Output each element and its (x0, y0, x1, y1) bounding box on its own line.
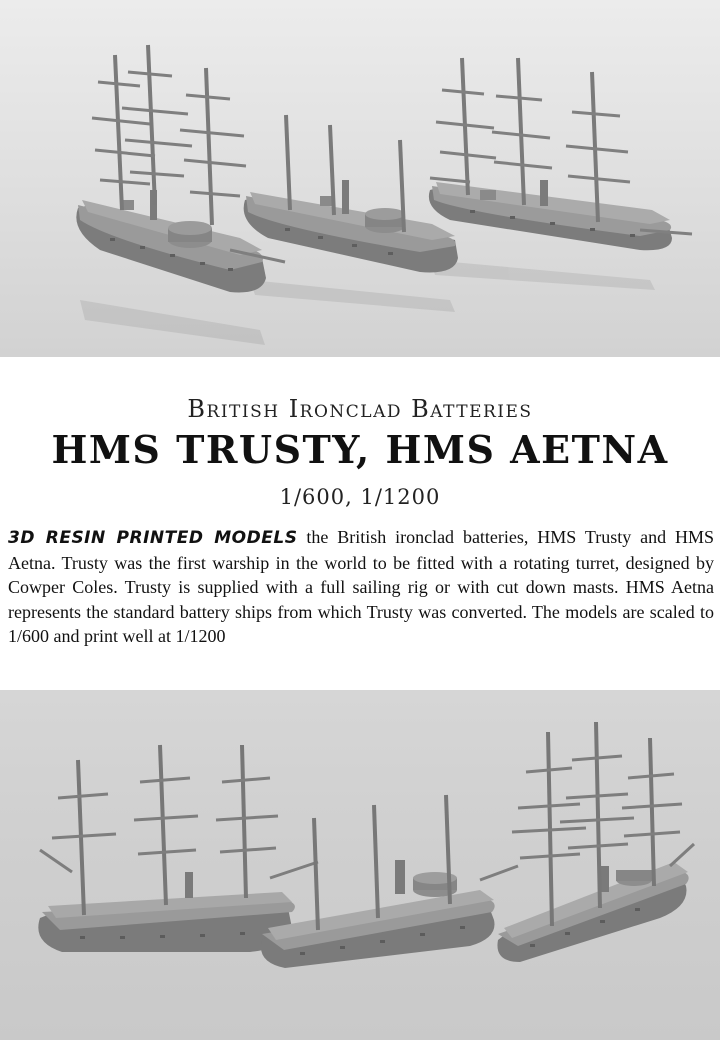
top-render-image (0, 0, 720, 357)
ship-trusty-full-rig (76, 45, 285, 292)
page-title: HMS TRUSTY, HMS AETNA (51, 427, 669, 472)
ship-trusty-cut-down (244, 115, 458, 272)
description-panel (0, 357, 720, 690)
bottom-render-image (0, 690, 720, 1040)
ship-aetna-full-rig-alt (38, 745, 318, 952)
scales-subtitle: 1/600, 1/1200 (279, 485, 441, 509)
ship-trusty-cut-down-alt (261, 795, 518, 968)
ship-aetna-full-rig (429, 58, 692, 250)
kicker-heading: British Ironclad Batteries (187, 395, 533, 423)
description-body: the British ironclad batteries, HMS Trusty and HMS Aetna. Trusty was the first warship in the world to be fitted with a rotating turret, designed by Cowper Coles. Trusty is supplied with a full sailing rig or with cut down masts. HMS Aetna represents the standard battery ships from which Trusty was converted. The models are scaled to 1/600 and print well at 1/1200 (8, 527, 714, 646)
description-lead: 3D RESIN PRINTED MODELS (8, 528, 298, 548)
description-text (8, 525, 714, 649)
ship-trusty-full-rig-alt (497, 722, 694, 962)
